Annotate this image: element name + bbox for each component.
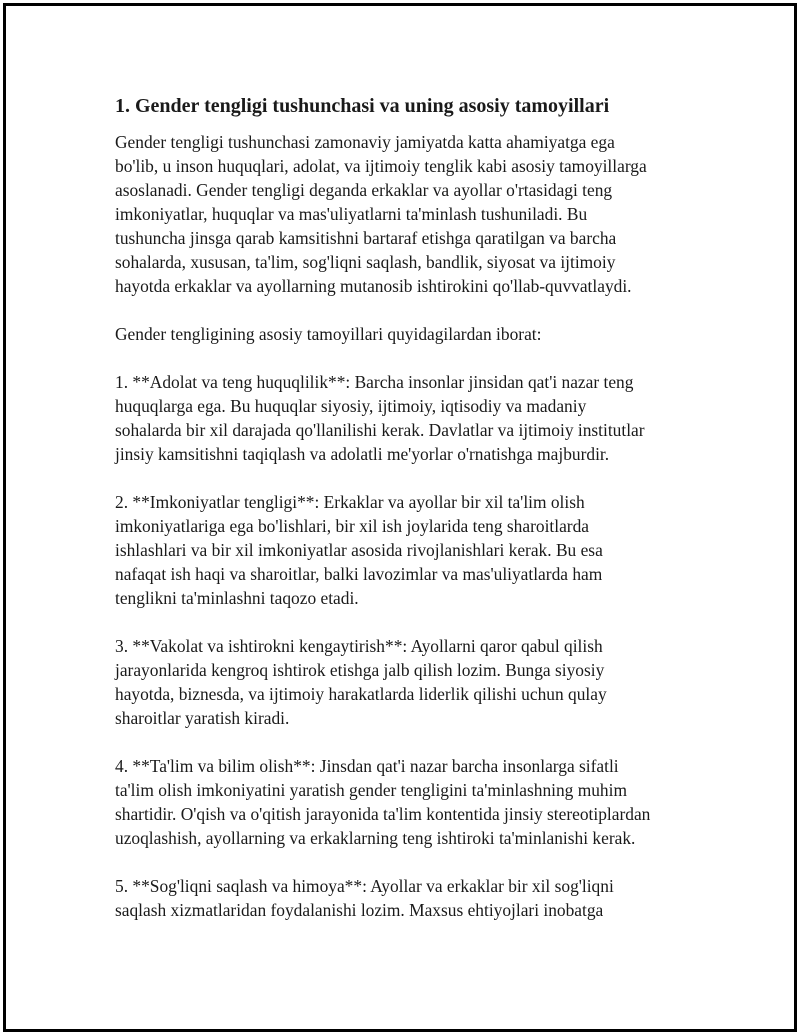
- section-heading: 1. Gender tengligi tushunchasi va uning asosiy tamoyillari: [115, 95, 610, 117]
- principles-intro-paragraph: [115, 322, 705, 346]
- intro-paragraph: [115, 130, 705, 298]
- paragraph-line: sohalarda bir xil darajada qo'llanilishi kerak. Davlatlar va ijtimoiy institutlar: [115, 420, 645, 440]
- paragraph-line: Gender tengligining asosiy tamoyillari quyidagilardan iborat:: [115, 324, 542, 344]
- principle-5-paragraph: [115, 874, 705, 922]
- paragraph-line: 4. **Ta'lim va bilim olish**: Jinsdan qat'i nazar barcha insonlarga sifatli: [115, 756, 619, 776]
- paragraph-line: 1. **Adolat va teng huquqlilik**: Barcha insonlar jinsidan qat'i nazar teng: [115, 372, 634, 392]
- paragraph-line: 3. **Vakolat va ishtirokni kengaytirish**: Ayollarni qaror qabul qilish: [115, 636, 603, 656]
- principle-2-paragraph: [115, 490, 705, 610]
- paragraph-line: saqlash xizmatlaridan foydalanishi lozim. Maxsus ehtiyojlari inobatga: [115, 900, 604, 920]
- paragraph-line: nafaqat ish haqi va sharoitlar, balki lavozimlar va mas'uliyatlarda ham: [115, 564, 603, 584]
- paragraph-line: jarayonlarida kengroq ishtirok etishga jalb qilish lozim. Bunga siyosiy: [115, 660, 605, 680]
- paragraph-line: sohalarda, xususan, ta'lim, sog'liqni saqlash, bandlik, siyosat va ijtimoiy: [115, 252, 616, 272]
- paragraph-line: uzoqlashish, ayollarning va erkaklarning teng ishtiroki ta'minlanishi kerak.: [115, 828, 636, 848]
- paragraph-line: ishlashlari va bir xil imkoniyatlar asosida rivojlanishlari kerak. Bu esa: [115, 540, 603, 560]
- paragraph-line: ta'lim olish imkoniyatini yaratish gender tengligini ta'minlashning muhim: [115, 780, 627, 800]
- paragraph-line: asoslanadi. Gender tengligi deganda erkaklar va ayollar o'rtasidagi teng: [115, 180, 613, 200]
- paragraph-line: sharoitlar yaratish kiradi.: [115, 708, 290, 728]
- paragraph-line: hayotda erkaklar va ayollarning mutanosib ishtirokini qo'llab-quvvatlaydi.: [115, 276, 632, 296]
- paragraph-line: shartidir. O'qish va o'qitish jarayonida ta'lim kontentida jinsiy stereotiplardan: [115, 804, 651, 824]
- document-body: [115, 92, 705, 946]
- paragraph-line: tushuncha jinsga qarab kamsitishni bartaraf etishga qaratilgan va barcha: [115, 228, 617, 248]
- paragraph-line: jinsiy kamsitishni taqiqlash va adolatli me'yorlar o'rnatishga majburdir.: [115, 444, 610, 464]
- paragraph-line: tenglikni ta'minlashni taqozo etadi.: [115, 588, 359, 608]
- paragraph-line: 2. **Imkoniyatlar tengligi**: Erkaklar va ayollar bir xil ta'lim olish: [115, 492, 585, 512]
- paragraph-line: bo'lib, u inson huquqlari, adolat, va ijtimoiy tenglik kabi asosiy tamoyillarga: [115, 156, 647, 176]
- paragraph-line: hayotda, biznesda, va ijtimoiy harakatlarda liderlik qilishi uchun qulay: [115, 684, 607, 704]
- paragraph-line: huquqlarga ega. Bu huquqlar siyosiy, ijtimoiy, iqtisodiy va madaniy: [115, 396, 587, 416]
- paragraph-line: Gender tengligi tushunchasi zamonaviy jamiyatda katta ahamiyatga ega: [115, 132, 615, 152]
- principle-4-paragraph: [115, 754, 705, 850]
- principle-3-paragraph: [115, 634, 705, 730]
- paragraph-line: 5. **Sog'liqni saqlash va himoya**: Ayollar va erkaklar bir xil sog'liqni: [115, 876, 614, 896]
- principle-1-paragraph: [115, 370, 705, 466]
- paragraph-line: imkoniyatlariga ega bo'lishlari, bir xil ish joylarida teng sharoitlarda: [115, 516, 590, 536]
- paragraph-line: imkoniyatlar, huquqlar va mas'uliyatlarni ta'minlash tushuniladi. Bu: [115, 204, 588, 224]
